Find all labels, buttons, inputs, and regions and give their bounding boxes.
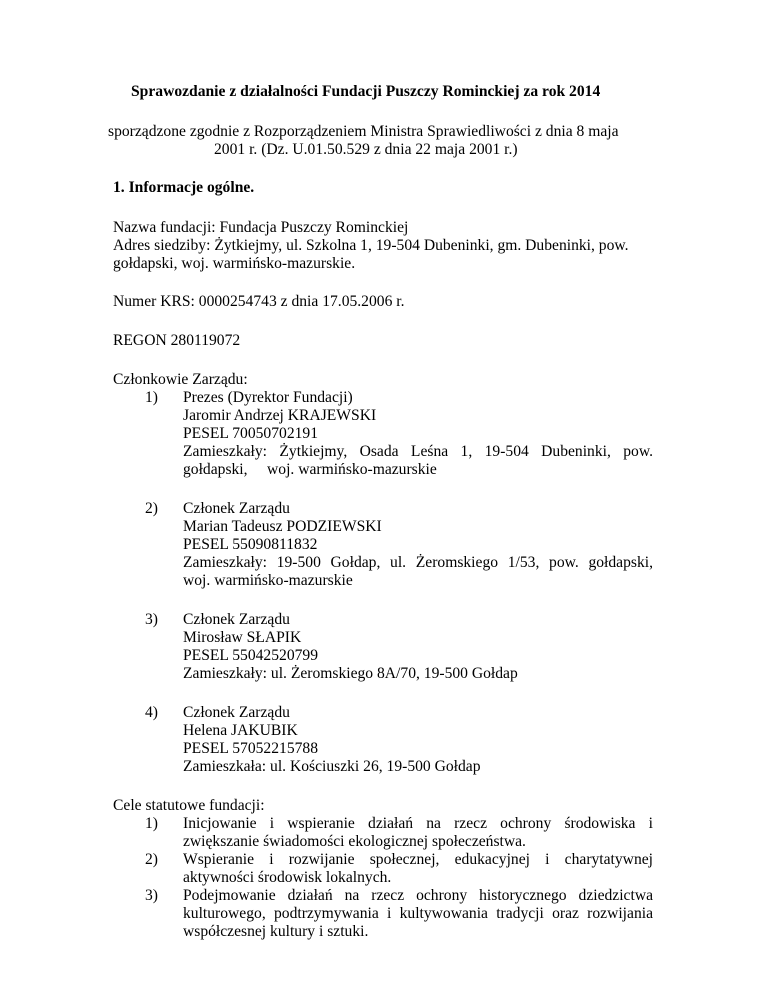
goal-text-cont: współczesnej kultury i sztuki. [183, 923, 369, 940]
goal-text-cont: zwiększanie świadomości ekologicznej społeczeństwa. [183, 833, 526, 850]
board-member-address: Zamieszkały: 19-500 Gołdap, ul. Żeromskiego 1/53, pow. gołdapski, [183, 554, 653, 571]
goal-text: Podejmowanie działań na rzecz ochrony historycznego dziedzictwa [183, 887, 653, 904]
board-member-role: Prezes (Dyrektor Fundacji) [183, 389, 353, 406]
krs-number: Numer KRS: 0000254743 z dnia 17.05.2006 r. [113, 293, 405, 310]
board-member-name: Helena JAKUBIK [183, 722, 298, 739]
board-member-address: Zamieszkały: Żytkiejmy, Osada Leśna 1, 19-504 Dubeninki, pow. [183, 443, 653, 460]
goals-heading: Cele statutowe fundacji: [113, 797, 265, 814]
board-member-number: 2) [145, 500, 158, 517]
subtitle-line-2: 2001 r. (Dz. U.01.50.529 z dnia 22 maja 2001 r.) [214, 141, 518, 158]
board-member-name: Marian Tadeusz PODZIEWSKI [183, 518, 382, 535]
goal-number: 3) [145, 887, 158, 904]
board-heading: Członkowie Zarządu: [113, 371, 248, 388]
board-member-address-cont: gołdapski, woj. warmińsko-mazurskie [183, 461, 437, 478]
board-member-role: Członek Zarządu [183, 500, 290, 517]
section-heading: 1. Informacje ogólne. [113, 179, 255, 196]
board-member-name: Jaromir Andrzej KRAJEWSKI [183, 407, 377, 424]
goal-text: Wspieranie i rozwijanie społecznej, edukacyjnej i charytatywnej [183, 851, 653, 868]
address-line-1: Adres siedziby: Żytkiejmy, ul. Szkolna 1, 19-504 Dubeninki, gm. Dubeninki, pow. [113, 237, 629, 254]
board-member-number: 1) [145, 389, 158, 406]
board-member-address: Zamieszkała: ul. Kościuszki 26, 19-500 Gołdap [183, 758, 481, 775]
foundation-name: Nazwa fundacji: Fundacja Puszczy Rominckiej [113, 219, 409, 236]
subtitle-line-1: sporządzone zgodnie z Rozporządzeniem Ministra Sprawiedliwości z dnia 8 maja [108, 123, 619, 140]
board-member-pesel: PESEL 70050702191 [183, 425, 319, 442]
address-line-2: gołdapski, woj. warmińsko-mazurskie. [113, 255, 356, 272]
board-member-pesel: PESEL 55090811832 [183, 536, 318, 553]
board-member-number: 4) [145, 704, 158, 721]
board-member-number: 3) [145, 611, 158, 628]
board-member-role: Członek Zarządu [183, 611, 290, 628]
document-title: Sprawozdanie z działalności Fundacji Puszczy Rominckiej za rok 2014 [131, 83, 601, 100]
goal-text-cont: kulturowego, podtrzymywania i kultywowania tradycji oraz rozwijania [183, 905, 653, 922]
regon-number: REGON 280119072 [113, 332, 241, 349]
goal-text: Inicjowanie i wspieranie działań na rzecz ochrony środowiska i [183, 815, 653, 832]
board-member-name: Mirosław SŁAPIK [183, 629, 302, 646]
goal-number: 1) [145, 815, 158, 832]
goal-number: 2) [145, 851, 158, 868]
board-member-pesel: PESEL 55042520799 [183, 647, 319, 664]
board-member-pesel: PESEL 57052215788 [183, 740, 319, 757]
board-member-address-cont: woj. warmińsko-mazurskie [183, 572, 353, 589]
board-member-role: Członek Zarządu [183, 704, 290, 721]
board-member-address: Zamieszkały: ul. Żeromskiego 8A/70, 19-500 Gołdap [183, 665, 518, 682]
goal-text-cont: aktywności środowisk lokalnych. [183, 869, 392, 886]
